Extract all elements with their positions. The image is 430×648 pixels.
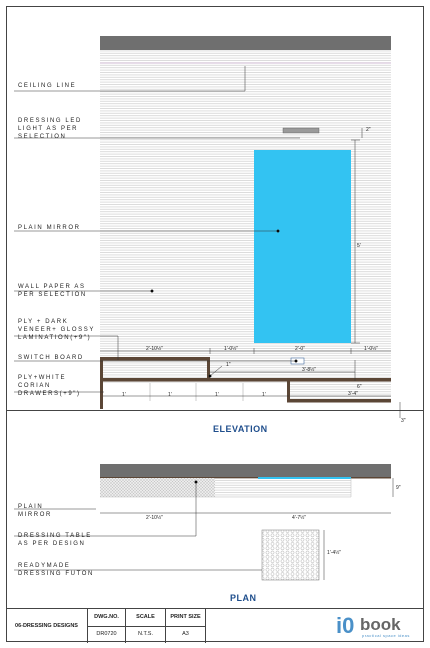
scale-value: N.T.S.: [138, 631, 153, 637]
section-title-plan: PLAN: [230, 593, 257, 603]
section-title-elevation: ELEVATION: [213, 424, 268, 434]
label-futon: READYMADE DRESSING FUTON: [18, 563, 94, 577]
mirror: [254, 150, 351, 343]
title-block-scale: [126, 609, 166, 643]
dim-drawer-1: 1': [122, 392, 126, 398]
label-ply-dark: PLY + DARK VENEER+ GLOSSY LAMINATION(+9"): [18, 319, 95, 341]
dim-counter-width: 3'-8½": [302, 367, 317, 373]
dim-plan-left: 2'-10½": [146, 515, 163, 521]
dim-led-height: 2": [366, 127, 371, 133]
label-plan-mirror: PLAIN MIRROR: [18, 504, 52, 518]
label-wall-paper: WALL PAPER AS PER SELECTION: [18, 284, 87, 298]
dwg-value: DR0720: [96, 631, 117, 637]
plan-table-right: [215, 478, 351, 497]
dwg-label: DWG.NO.: [88, 609, 125, 627]
side-panel-left: [100, 357, 103, 409]
dim-plan-depth: 9": [396, 485, 401, 491]
dim-drawer-2: 1': [168, 392, 172, 398]
dim-plan-total: 4'-7½": [292, 515, 307, 521]
side-panel-step: [287, 378, 290, 401]
dim-mirror-height: 5': [357, 243, 361, 249]
brand-logo: [336, 613, 416, 639]
label-dressing-table: DRESSING TABLE AS PER DESIGN: [18, 533, 92, 547]
title-block: [6, 608, 424, 643]
plan-futon: [262, 530, 319, 580]
label-switch-board: SWITCH BOARD: [18, 355, 84, 361]
dim-drawer-3: 1': [215, 392, 219, 398]
dim-mirror-width: 2'-0": [295, 346, 305, 352]
logo-mark: i0: [336, 613, 355, 638]
scale-label: SCALE: [126, 609, 165, 627]
logo-word: book: [360, 615, 401, 634]
label-dressing-led: DRESSING LED LIGHT AS PER SELECTION: [18, 118, 82, 140]
title-block-dwg: [88, 609, 126, 643]
dim-left-width: 2'-10½": [146, 346, 163, 352]
plan-wall: [100, 464, 391, 477]
title-block-size: [166, 609, 206, 643]
ceiling-band: [100, 36, 391, 50]
label-ply-white: PLY+WHITE CORIAN DRAWERS(+9"): [18, 375, 81, 397]
size-label: PRINT SIZE: [166, 609, 205, 627]
dark-veneer-top: [100, 357, 210, 361]
dim-drawer-4: 1': [262, 392, 266, 398]
dim-futon-height: 1'-4½": [327, 550, 342, 556]
logo-tagline: practical space ideas: [362, 633, 410, 638]
plan-mirror-edge: [258, 477, 351, 479]
label-ceiling-line: CEILING LINE: [18, 83, 77, 89]
led-light: [283, 128, 319, 133]
counter-top: [100, 378, 391, 382]
title-block-title: 06-DRESSING DESIGNS: [6, 609, 88, 643]
base-strip: [287, 399, 391, 403]
dim-base-height: 3": [401, 418, 406, 424]
dim-switch-height: 1": [226, 362, 231, 368]
label-plain-mirror: PLAIN MIRROR: [18, 225, 81, 231]
dim-counter-height: 6": [357, 384, 362, 390]
plan-table-left: [100, 478, 215, 497]
dim-step-width: 3'-4": [348, 391, 358, 397]
dim-gap-width: 1'-0½": [224, 346, 239, 352]
dim-right-width: 1'-0½": [364, 346, 379, 352]
size-value: A3: [182, 631, 189, 637]
